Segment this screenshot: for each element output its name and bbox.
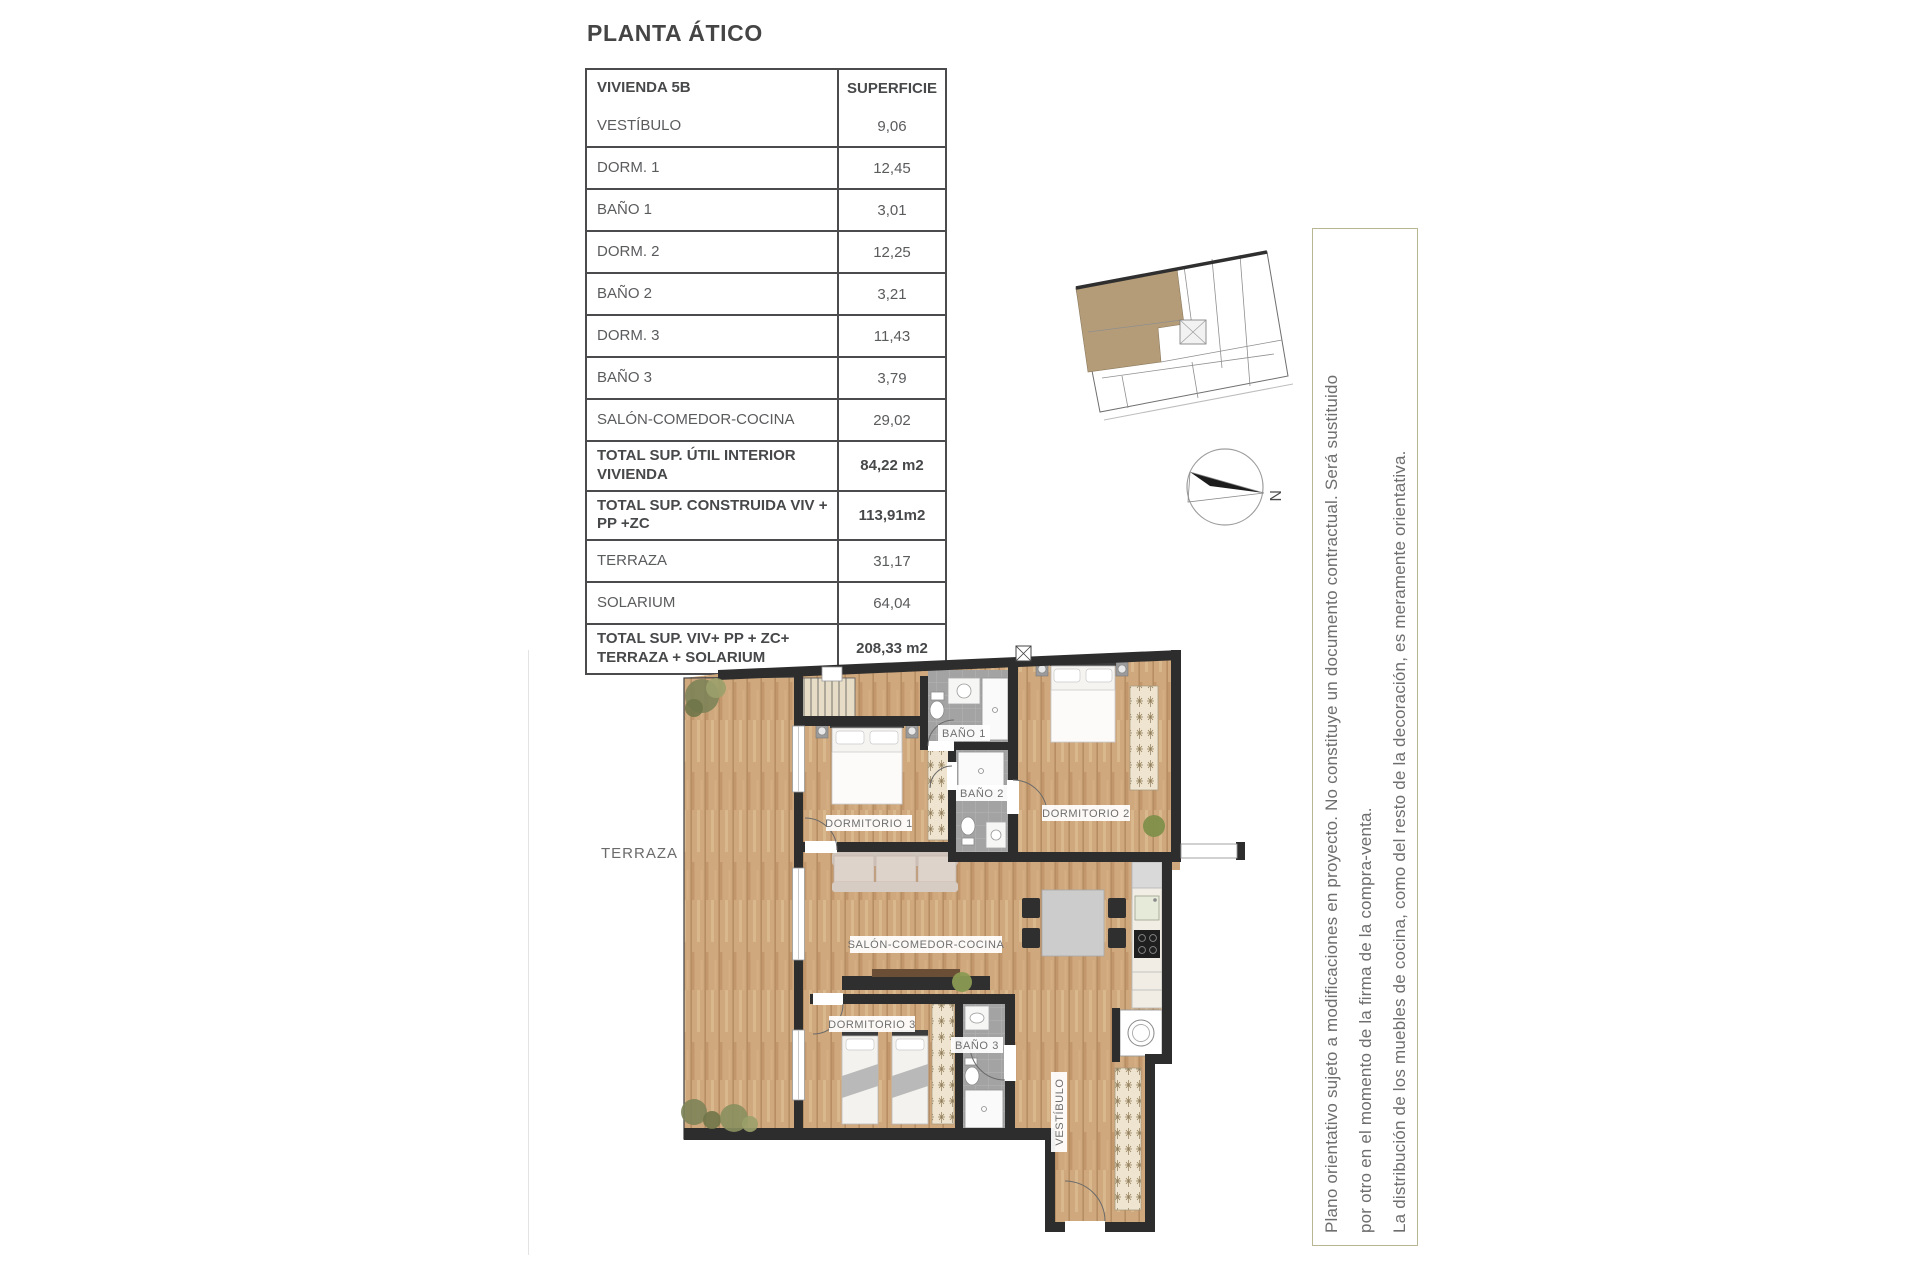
room-label-cell: BAÑO 1 bbox=[597, 200, 653, 218]
area-value-cell: 12,25 bbox=[837, 232, 945, 272]
disclaimer-text bbox=[1313, 229, 1417, 1245]
room-label-cell: DORM. 2 bbox=[597, 242, 660, 260]
table-row bbox=[587, 230, 945, 272]
room-label-cell: BAÑO 2 bbox=[597, 284, 653, 302]
dormitorio3-label: DORMITORIO 3 bbox=[828, 1019, 916, 1031]
page-title: PLANTA ÁTICO bbox=[587, 20, 763, 46]
area-table bbox=[585, 68, 947, 675]
disclaimer-line: por otro en el momento de la firma de la compra-venta. bbox=[1356, 807, 1375, 1233]
unit-header-cell: VIVIENDA 5B bbox=[597, 78, 691, 96]
area-table-body bbox=[587, 106, 945, 673]
table-row bbox=[587, 440, 945, 490]
room-label-cell: BAÑO 3 bbox=[597, 368, 653, 386]
table-row bbox=[587, 356, 945, 398]
dormitorio1-label: DORMITORIO 1 bbox=[825, 818, 913, 830]
terraza-label: TERRAZA bbox=[601, 845, 679, 862]
table-row bbox=[587, 106, 945, 146]
page-fold-line bbox=[528, 650, 529, 1255]
table-row bbox=[587, 581, 945, 623]
area-value-cell: 31,17 bbox=[837, 541, 945, 581]
room-label-cell: TOTAL SUP. ÚTIL INTERIOR VIVIENDA bbox=[597, 447, 796, 483]
kitchen-counter bbox=[1132, 862, 1162, 1008]
window-sill bbox=[1181, 844, 1237, 858]
bano2-label: BAÑO 2 bbox=[960, 788, 1004, 800]
key-plan bbox=[1062, 236, 1302, 431]
floor-plan bbox=[650, 630, 1290, 1270]
area-value-cell: 3,01 bbox=[837, 190, 945, 230]
dorm2-plant bbox=[1143, 815, 1165, 837]
area-value-cell: 208,33 m2 bbox=[837, 625, 945, 673]
area-value-cell: 9,06 bbox=[837, 106, 945, 146]
salon-plant bbox=[952, 972, 972, 992]
room-label-cell: SOLARIUM bbox=[597, 593, 676, 611]
room-label-cell: SALÓN-COMEDOR-COCINA bbox=[597, 410, 795, 428]
room-label-cell: TOTAL SUP. CONSTRUIDA VIV + PP +ZC bbox=[597, 496, 828, 533]
north-label: N bbox=[1266, 490, 1283, 502]
bano3-label: BAÑO 3 bbox=[955, 1040, 999, 1052]
area-value-cell: 84,22 m2 bbox=[837, 442, 945, 490]
table-row bbox=[587, 398, 945, 440]
room-label-cell: DORM. 3 bbox=[597, 326, 660, 344]
disclaimer-line: La distribución de los muebles de cocina, como del resto de la decoración, es meramente orientativa. bbox=[1390, 450, 1409, 1233]
disclaimer-line: Plano orientativo sujeto a modificaciones en proyecto. No constituye un documento contractual. Será sustituido bbox=[1322, 374, 1341, 1233]
area-value-cell: 113,91m2 bbox=[837, 492, 945, 540]
area-value-cell: 11,43 bbox=[837, 316, 945, 356]
table-row bbox=[587, 314, 945, 356]
room-label-cell: TERRAZA bbox=[597, 551, 668, 569]
stairs bbox=[797, 678, 855, 718]
table-row bbox=[587, 188, 945, 230]
table-row bbox=[587, 539, 945, 581]
area-value-cell: 64,04 bbox=[837, 583, 945, 623]
room-label-cell: TOTAL SUP. VIV+ PP + ZC+ TERRAZA + SOLARIUM bbox=[597, 630, 790, 666]
table-header-row bbox=[587, 70, 945, 106]
vestibulo-label: VESTÍBULO bbox=[1054, 1078, 1066, 1146]
north-arrow bbox=[1180, 442, 1295, 537]
skylight bbox=[1016, 646, 1031, 661]
area-header-cell: SUPERFICIE bbox=[837, 70, 945, 106]
disclaimer-box bbox=[1312, 228, 1418, 1246]
bano1-label: BAÑO 1 bbox=[942, 728, 986, 740]
sofa bbox=[832, 852, 958, 892]
area-value-cell: 12,45 bbox=[837, 148, 945, 188]
room-label-cell: DORM. 1 bbox=[597, 158, 660, 176]
wardrobe-dorm1 bbox=[928, 746, 950, 840]
laundry-nook bbox=[1120, 1010, 1162, 1056]
area-value-cell: 3,21 bbox=[837, 274, 945, 314]
table-row bbox=[587, 272, 945, 314]
dormitorio2-label: DORMITORIO 2 bbox=[1042, 808, 1130, 820]
table-row bbox=[587, 490, 945, 540]
area-value-cell: 29,02 bbox=[837, 400, 945, 440]
wardrobe-dorm3 bbox=[932, 1004, 954, 1124]
wardrobe-dorm2 bbox=[1130, 686, 1158, 790]
salon-label: SALÓN-COMEDOR-COCINA bbox=[847, 939, 1005, 951]
room-label-cell: VESTÍBULO bbox=[597, 116, 682, 134]
closet-vestibulo bbox=[1115, 1068, 1141, 1210]
area-value-cell: 3,79 bbox=[837, 358, 945, 398]
table-row bbox=[587, 146, 945, 188]
